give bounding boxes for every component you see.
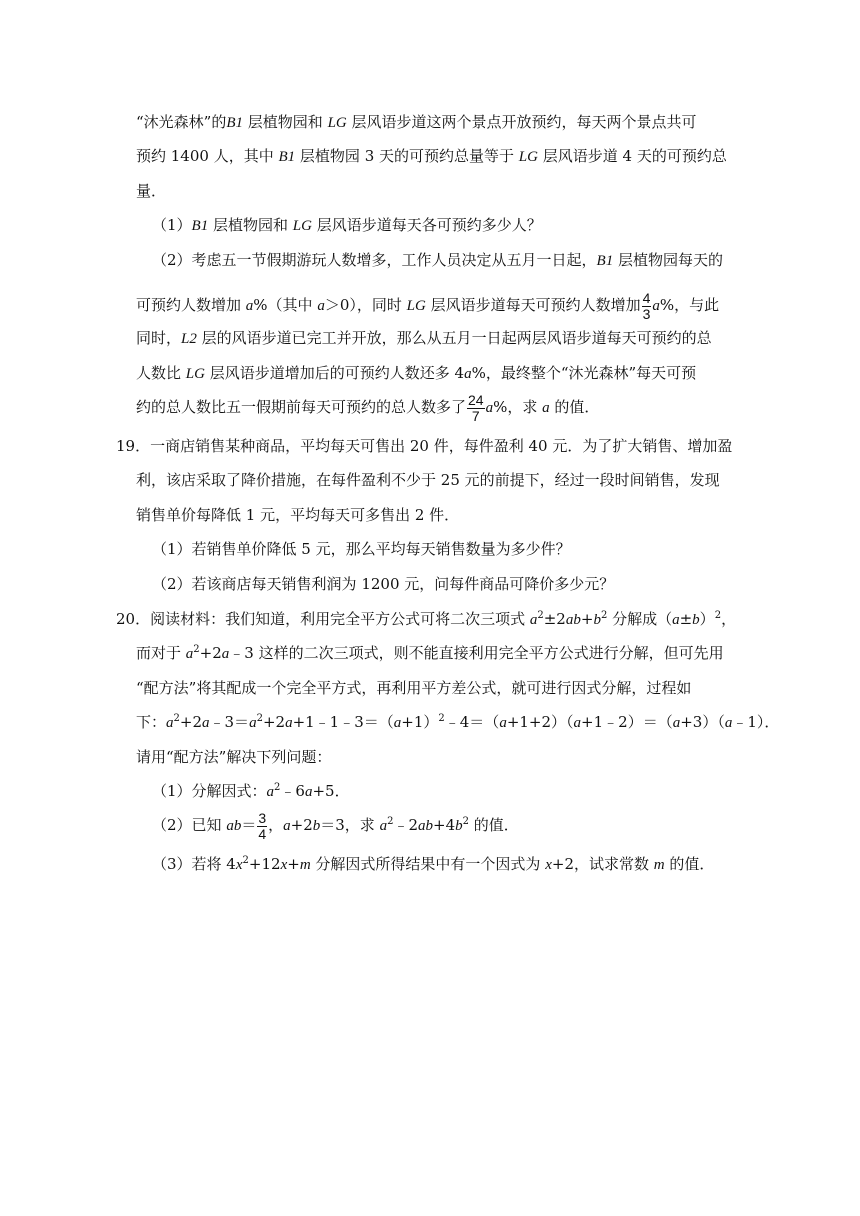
problem20-text-line-4: 下：$a^2+2a﹣3=a^2+2a+1﹣1﹣3=(a+1)^2﹣4=(a+1+2)(a+1﹣2)=(a+3)(a﹣1)$． <box>136 713 780 731</box>
problem20-text-line-5: 请用“配方法”解决下列问题： <box>136 748 332 766</box>
problem18-question-2-line-3: 同时，L2 层的风语步道已完工并开放，那么从五月一日起两层风语步道每天可预约的总 <box>136 329 712 347</box>
problem19-text-line-2: 利，该店采取了降价措施，在每件盈利不少于 25 元的前提下，经过一段时间销售，发现 <box>136 471 720 489</box>
fraction-twenty-four-sevenths: $\frac{24}{7}$ <box>468 391 484 424</box>
problem18-question-2-line-5: 约的总人数比五一假期前每天可预约的总人数多了 $\frac{24}{7}$ a%，求 a 的值． <box>136 391 600 424</box>
problem18-question-2-line-2: 可预约人数增加 a%（其中 a＞0），同时 LG 层风语步道每天可预约人数增加 $\frac{4}{3}$ a%，与此 <box>136 289 720 322</box>
problem20-question-1: （1）分解因式：$a^2﹣6a+5$． <box>152 782 350 800</box>
fraction-four-thirds: $\frac{4}{3}$ <box>642 289 651 322</box>
problem19-text-line-1: 19．一商店销售某种商品，平均每天可售出 20 件，每件盈利 40 元．为了扩大销售、增加盈 <box>116 437 733 455</box>
problem20-text-line-2: 而对于 $a^2+2a﹣3$ 这样的二次三项式，则不能直接利用完全平方公式进行分解，但可先用 <box>136 644 724 662</box>
problem20-text-line-1: 20．阅读材料：我们知道，利用完全平方公式可将二次三项式 $a^2\pm 2ab+b^2$ 分解成$(a\pm b)^2$， <box>116 610 737 628</box>
problem18-question-1: （1）B1 层植物园和 LG 层风语步道每天各可预约多少人？ <box>152 216 542 234</box>
problem18-question-2-line-1: （2）考虑五一节假期游玩人数增多，工作人员决定从五月一日起，B1 层植物园每天的 <box>152 251 723 269</box>
problem18-text-line-3: 量． <box>136 182 167 200</box>
problem18-question-2-line-4: 人数比 LG 层风语步道增加后的可预约人数还多 4a%，最终整个“沐光森林”每天可预 <box>136 364 697 382</box>
problem19-text-line-3: 销售单价每降低 1 元，平均每天可多售出 2 件． <box>136 506 460 524</box>
problem20-question-3: （3）若将 $4x^2+12x+m$ 分解因式所得结果中有一个因式为 x+2，试求常数 m 的值． <box>152 855 715 873</box>
problem18-text-line-1: “沐光森林”的B1 层植物园和 LG 层风语步道这两个景点开放预约，每天两个景点共可 <box>136 113 697 131</box>
problem20-text-line-3: “配方法”将其配成一个完全平方式，再利用平方差公式，就可进行因式分解，过程如 <box>136 679 692 697</box>
problem19-question-2: （2）若该商店每天销售利润为 1200 元，问每件商品可降价多少元？ <box>152 575 615 593</box>
problem20-question-2: （2）已知 ab＝ $\frac{3}{4}$ ，a+2b＝3，求 $a^2﹣2ab+4b^2$ 的值． <box>152 809 519 842</box>
fraction-three-quarters: $\frac{3}{4}$ <box>258 809 267 842</box>
problem18-text-line-2: 预约 1400 人，其中 B1 层植物园 3 天的可预约总量等于 LG 层风语步道 4 天的可预约总 <box>136 147 727 165</box>
problem19-question-1: （1）若销售单价降低 5 元，那么平均每天销售数量为多少件？ <box>152 540 571 558</box>
